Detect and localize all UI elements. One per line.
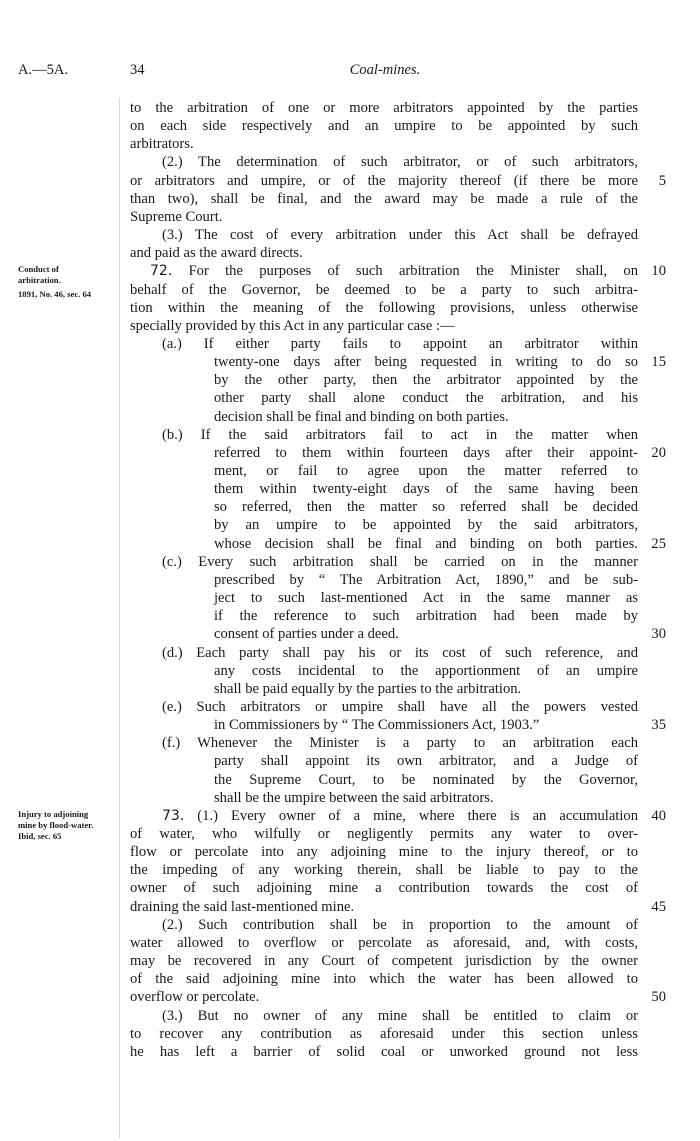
text-line: Supreme Court. [130,208,223,225]
text-line: tion within the meaning of the following provisions, unless otherwise [130,299,638,316]
text-line: ment, or fail to agree upon the matter referred to [214,463,638,479]
text-line: he has left a barrier of solid coal or unworked ground not less [130,1043,638,1060]
text-line: on each side respectively and an umpire to be appointed by such [130,118,638,135]
margin-note: 1891, No. 46, sec. 64 [18,288,92,299]
margin-rule [119,98,120,1138]
text-line: referred to them within fourteen days after their appoint- [214,444,638,461]
text-line: to recover any contribution as aforesaid under this section unless [130,1025,638,1042]
section-number: 72. [150,263,173,280]
line-number: 10 [651,263,666,280]
text-line: overflow or percolate. [130,989,260,1006]
section-number: 73. [162,807,185,824]
text-line: of water, who wilfully or negligently permits any water to over- [130,826,638,842]
margin-note: Injury to adjoining [18,808,89,819]
text-line: the impeding of any working therein, shall be liable to pay to the [130,862,638,879]
text-line: by the other party, then the arbitrator appointed by the [214,372,638,389]
line-number: 30 [651,626,666,643]
text-line: (3.) The cost of every arbitration under this Act shall be defrayed [162,227,638,244]
line-number: 25 [651,535,666,552]
text-line: in Commissioners by “ The Commissioners Act, 1903.” [214,717,540,734]
text-line: shall be the umpire between the said arbitrators. [214,789,494,806]
margin-note: Ibid, sec. 65 [18,830,62,841]
text-line: (e.) Such arbitrators or umpire shall have all the powers vested [162,698,638,715]
text-line: by an umpire to be appointed by the said arbitrators, [214,517,638,534]
text-line: shall be paid equally by the parties to the arbitration. [214,680,522,697]
text-line: to the arbitration of one or more arbitrators appointed by the parties [130,100,638,116]
text-line: 72. For the purposes of such arbitration the Minister shall, on [150,263,638,280]
text-line: twenty-one days after being requested in writing to do so [214,354,638,371]
text-line: (3.) But no owner of any mine shall be entitled to claim or [162,1007,638,1024]
text-line: consent of parties under a deed. [214,626,399,643]
margin-note: Conduct of [18,264,59,275]
text-line: 73. (1.) Every owner of a mine, where there is an accumulation [162,807,638,824]
margin-note: arbitration. [18,275,61,286]
text-line: flow or percolate into any adjoining mine to the injury thereof, or to [130,844,638,861]
line-number: 15 [651,354,666,371]
text-line: any costs incidental to the apportionment of an umpire [214,662,638,679]
text-line: (b.) If the said arbitrators fail to act in the matter when [162,426,638,443]
line-number: 50 [651,989,666,1006]
line-number: 20 [651,444,666,461]
text-line: (d.) Each party shall pay his or its cost of such reference, and [162,644,638,661]
text-line: than two), shall be final, and the award may be made a rule of the [130,190,638,207]
text-line: the Supreme Court, to be nominated by the Governor, [214,771,638,788]
text-line: party shall appoint its own arbitrator, and a Judge of [214,753,638,770]
text-line: owner of such adjoining mine a contribution towards the cost of [130,880,638,897]
text-line: (2.) Such contribution shall be in proportion to the amount of [162,916,638,933]
text-line: draining the said last-mentioned mine. [130,898,355,915]
text-line: whose decision shall be final and binding on both parties. [214,535,638,552]
text-line: them within twenty-eight days of the same having been [214,481,638,498]
document-reference: A.—5A. [18,62,68,78]
line-number: 35 [651,717,666,734]
text-line: (2.) The determination of such arbitrator, or of such arbitrators, [162,154,638,171]
line-number: 45 [651,898,666,915]
margin-note: mine by flood-water. [18,819,94,830]
page-number: 34 [130,62,145,78]
text-line: arbitrators. [130,136,194,153]
text-line: specially provided by this Act in any particular case :— [130,317,455,334]
line-number: 40 [651,807,666,824]
running-title: Coal-mines. [349,62,421,78]
text-line: so referred, then the matter so referred shall be decided [214,499,638,516]
text-line: behalf of the Governor, be deemed to be a party to such arbitra- [130,281,638,298]
text-line: (a.) If either party fails to appoint an arbitrator within [162,335,638,352]
text-line: ject to such last-mentioned Act in the same manner as [214,590,638,607]
text-line: other party shall alone conduct the arbitration, and his [214,390,638,407]
text-line: if the reference to such arbitration had been made by [214,608,638,625]
text-line: of the said adjoining mine into which the water has been allowed to [130,971,638,988]
text-line: prescribed by “ The Arbitration Act, 1890,” and be sub- [214,571,638,588]
text-line: or arbitrators and umpire, or of the majority thereof (if there be more [130,172,638,189]
line-number: 5 [658,172,666,189]
text-line: and paid as the award directs. [130,245,303,262]
text-line: may be recovered in any Court of competent jurisdiction by the owner [130,953,638,970]
text-line: (c.) Every such arbitration shall be carried on in the manner [162,553,638,570]
text-line: decision shall be final and binding on both parties. [214,408,509,425]
text-line: (f.) Whenever the Minister is a party to an arbitration each [162,735,638,752]
text-line: water allowed to overflow or percolate as aforesaid, and, with costs, [130,934,638,951]
